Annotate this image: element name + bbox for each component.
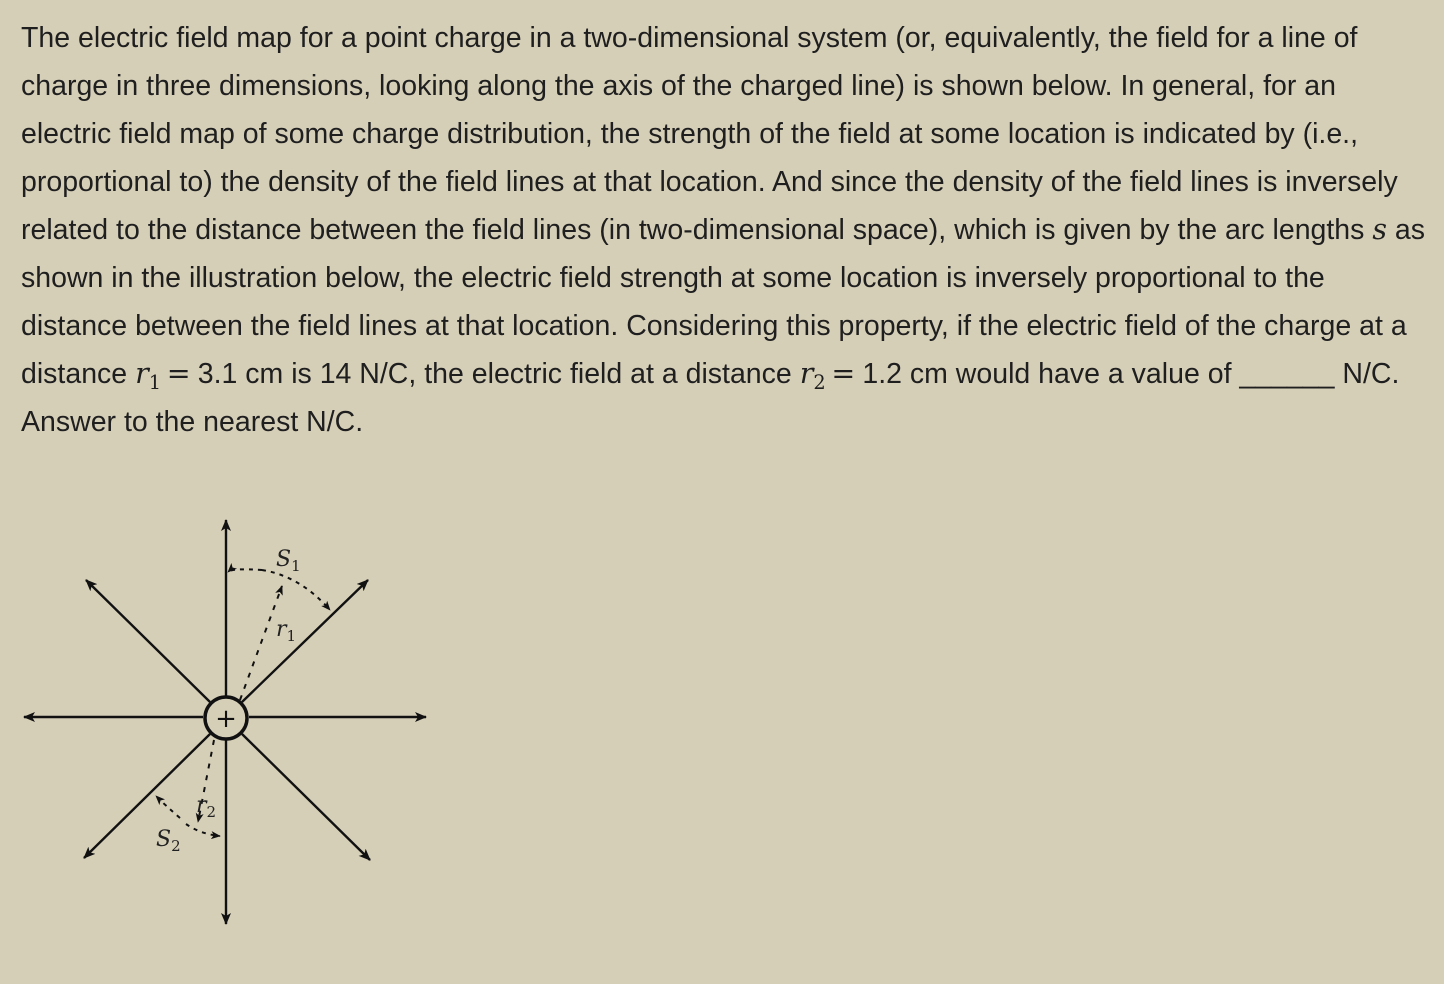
label-r1: $r_1$	[276, 617, 297, 645]
r1-symbol: $r_1$	[135, 357, 162, 394]
label-s1: $S_1$	[276, 547, 301, 575]
problem-text-part-1: The electric field map for a point charge in a two-dimensional system (or, equivalently, the field for a line of charge in three dimensions, looking along the axis of the charged line) is shown below. In general, for an electric field map of some charge distribution, the strength of the field at some location is indicated by (i.e., proportional to) the density of the field lines at that location. And since the density of the field lines is inversely related to the distance between the field lines (in two-dimensional space), which is given by the arc lengths	[21, 22, 1398, 246]
problem-text-part-2: as shown in the illustration below, the electric field strength at some location is inversely proportional to the distance between the field lines at that location. Considering this property, if the electric field of the charge at a distance	[21, 214, 1426, 390]
r1-value: 3.1 cm	[197, 358, 284, 390]
r2-symbol: $r_2$	[799, 357, 826, 394]
problem-text-part-3: is 14 N/C, the electric field at a distance	[291, 358, 800, 390]
s2-arc-left	[156, 796, 180, 818]
s1-arc	[228, 569, 262, 572]
equals-sign: =	[831, 357, 856, 390]
s2-arc-right	[186, 824, 220, 836]
r2-value: 1.2 cm	[862, 358, 948, 390]
label-r2: $r_2$	[196, 793, 217, 821]
problem-text-part-4: would have a value of	[947, 358, 1240, 390]
charge-sign: +	[215, 704, 237, 734]
answer-blank[interactable]: ______	[1239, 358, 1335, 390]
problem-text-part-5: N/C. Answer to the nearest N/C.	[21, 358, 1400, 438]
s1-arc-right	[262, 570, 330, 610]
problem-text	[21, 14, 1431, 446]
field-line-upper-left	[86, 580, 210, 702]
field-line-lower-right	[242, 734, 370, 860]
label-s2: $S_2$	[156, 827, 181, 855]
field-map-diagram	[0, 500, 460, 940]
field-line-lower-left	[84, 734, 210, 858]
s-symbol: s	[1372, 213, 1387, 246]
equals-sign: =	[166, 357, 191, 390]
